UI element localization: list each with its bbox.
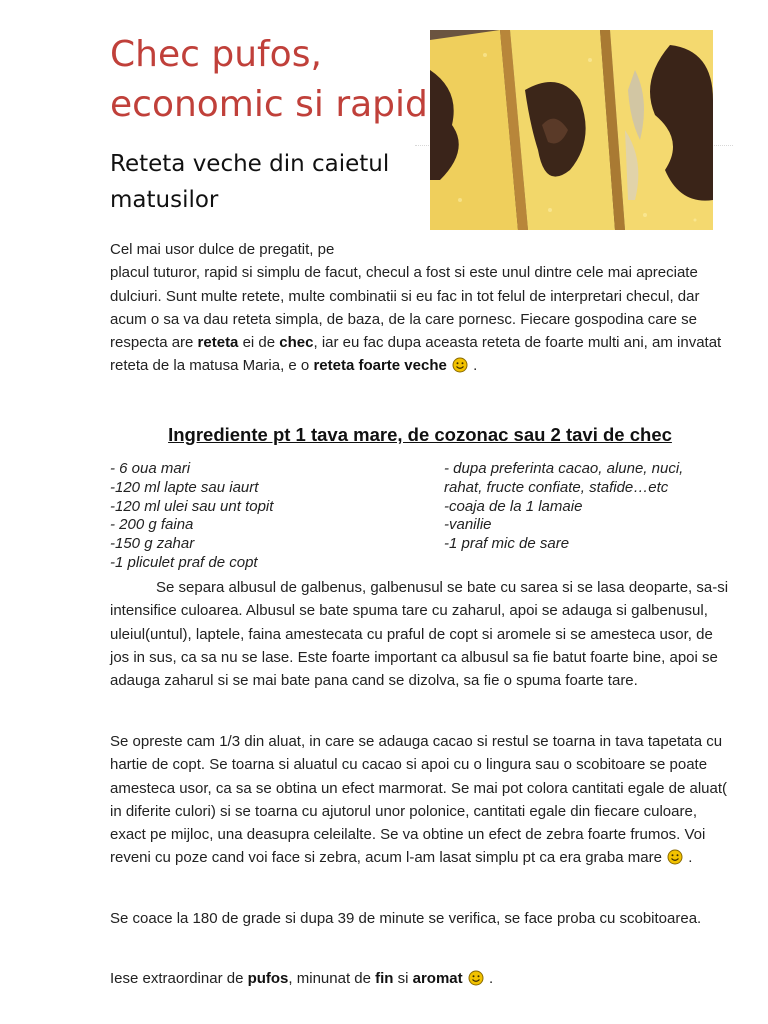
ingredient-item: -120 ml lapte sau iaurt bbox=[110, 478, 259, 496]
ingredients-list-right bbox=[444, 460, 734, 554]
smiley-icon bbox=[667, 849, 683, 872]
closing-bold-fin: fin bbox=[375, 970, 394, 987]
intro-bold-reteta-veche: reteta foarte veche bbox=[313, 357, 447, 375]
closing-text-e: si bbox=[393, 970, 413, 987]
ingredient-item: - 6 oua mari bbox=[110, 460, 191, 477]
closing-text-a: Iese extraordinar de bbox=[110, 970, 248, 987]
intro-bold-chec: chec bbox=[279, 334, 314, 352]
smiley-icon bbox=[452, 357, 468, 380]
closing-text-c: , minunat de bbox=[288, 970, 376, 987]
method-paragraph-1 bbox=[110, 576, 732, 692]
intro-text-c: , iar eu fac dupa aceasta reteta de foarte multi ani, am invatat reteta de la matusa Maria, e o bbox=[110, 334, 722, 375]
ingredient-item: -150 g zahar bbox=[110, 535, 195, 553]
method-paragraph-2 bbox=[110, 730, 732, 873]
subtitle-line-1: Reteta veche din caietul bbox=[110, 151, 390, 177]
closing-bold-pufos: pufos bbox=[247, 970, 289, 987]
method-paragraph-3: Se coace la 180 de grade si dupa 39 de minute se verifica, se face proba cu scobitoarea. bbox=[110, 910, 702, 927]
intro-text-a: placul tuturor, rapid si simplu de facut, checul a fost si este unul dintre cele mai apreciate dulciuri. Sunt multe retete, multe combinatii si eu fac in tot felul de interpretari checul, dar acum o sa va dau reteta simpla, de baza, de la care pornesc. Fiecare gospodina care se respecta are bbox=[110, 264, 700, 352]
title-line-2: economic si rapid bbox=[110, 84, 428, 125]
article-subtitle bbox=[110, 146, 430, 218]
intro-text-d: . bbox=[469, 357, 478, 375]
ingredient-item: rahat, fructe confiate, stafide…etc bbox=[444, 478, 669, 496]
ingredient-item: -1 praf mic de sare bbox=[444, 535, 570, 553]
ingredient-item: -vanilie bbox=[444, 516, 492, 534]
marble-cake-illustration bbox=[430, 30, 713, 230]
marble-cake-photo bbox=[430, 30, 713, 230]
title-line-1: Chec pufos, bbox=[110, 34, 322, 75]
ingredient-item: -1 pliculet praf de copt bbox=[110, 553, 258, 571]
intro-paragraph bbox=[110, 238, 732, 381]
subtitle-line-2: matusilor bbox=[110, 187, 219, 213]
ingredients-title: Ingrediente pt 1 tava mare, de cozonac sau 2 tavi de chec bbox=[168, 424, 672, 445]
closing-paragraph bbox=[110, 967, 732, 993]
ingredient-item: - 200 g faina bbox=[110, 516, 194, 534]
article-title bbox=[110, 30, 430, 130]
method-text-2: Se opreste cam 1/3 din aluat, in care se adauga cacao si restul se toarna in tava tapetata cu hartie de copt. Se toarna si aluatul cu cacao si apoi cu o lingura sau o scobitoare se poate amesteca usor, ca sa se obtina un efect marmorat. Se mai pot colora cantitati egale de aluat( in diferite culori) si se toarna cu ajutorul unor polonice, cantitati egale din fiecare culoare, exact pe mijloc, una deasupra celeilalte. Se va obtine un efect de zebra foarte frumos. Voi reveni cu poze cand voi face si zebra, acum l-am lasat simplu pt ca era graba mare bbox=[110, 733, 727, 867]
smiley-icon bbox=[468, 970, 484, 993]
ingredient-item: -120 ml ulei sau unt topit bbox=[110, 497, 274, 515]
method-text-1: Se separa albusul de galbenus, galbenusul se bate cu sarea si se lasa deoparte, sa-si intensifice culoarea. Albusul se bate spuma tare cu zaharul, apoi se adauga si galbenusul, uleiul(untul), laptele, faina amestecata cu praful de copt si aromele si se amesteca usor, de jos in sus, ca sa nu se lase. Este foarte important ca albusul sa fie batut foarte bine, apoi se adauga zaharul si se mai bate pana cand se dizolva, sa fie o spuma foarte tare. bbox=[110, 579, 729, 690]
ingredients-list-left bbox=[110, 460, 430, 573]
method-text-2-end: . bbox=[684, 849, 693, 867]
ingredient-item: -coaja de la 1 lamaie bbox=[444, 497, 583, 515]
ingredient-item: - dupa preferinta cacao, alune, nuci, bbox=[444, 460, 684, 477]
intro-bold-reteta: reteta bbox=[197, 334, 239, 352]
intro-line-1: Cel mai usor dulce de pregatit, pe bbox=[110, 241, 335, 258]
closing-text-g: . bbox=[484, 970, 494, 987]
intro-text-b: ei de bbox=[238, 334, 280, 352]
closing-bold-aromat: aromat bbox=[412, 970, 463, 987]
